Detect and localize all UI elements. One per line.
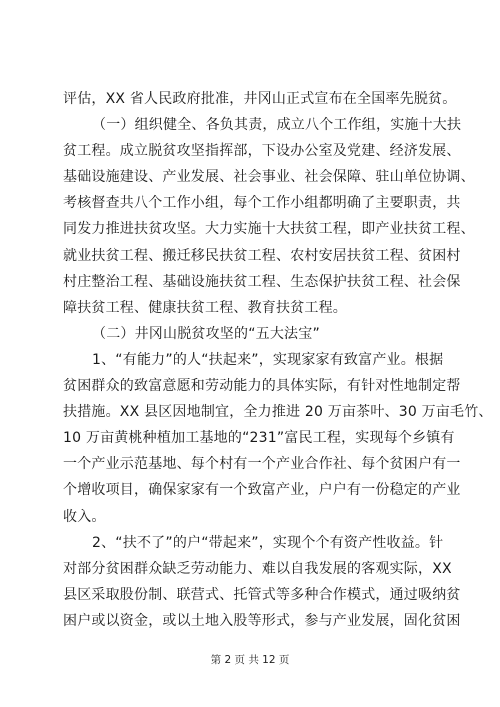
section-heading: （二）井冈山脱贫攻坚的“五大法宝” <box>92 325 320 342</box>
text-line: 一个产业示范基地、每个村有一个产业合作社、每个贫困户有一 <box>63 456 461 473</box>
text-line: 同发力推进扶贫攻坚。大力实施十大扶贫工程，即产业扶贫工程、 <box>63 221 475 238</box>
page-footer <box>0 653 500 667</box>
text-line: 就业扶贫工程、搬迁移民扶贫工程、农村安居扶贫工程、贫困村 <box>63 247 461 264</box>
text-line: 扶措施。XX 县区因地制宜，全力推进 20 万亩茶叶、30 万亩毛竹、 <box>63 404 493 421</box>
text-line: 障扶贫工程、健康扶贫工程、教育扶贫工程。 <box>63 299 347 316</box>
text-line: （一）组织健全、各负其责，成立八个工作组，实施十大扶 <box>92 117 462 134</box>
text-line: 贫工程。成立脱贫攻坚指挥部，下设办公室及党建、经济发展、 <box>63 143 461 160</box>
text-line: 基础设施建设、产业发展、社会事业、社会保障、驻山单位协调、 <box>63 169 475 186</box>
text-line: 考核督查共八个工作小组，每个工作小组都明确了主要职责，共 <box>63 195 461 212</box>
text-line: 县区采取股份制、联营式、托管式等多种合作模式，通过吸纳贫 <box>63 586 461 603</box>
text-line: 贫困群众的致富意愿和劳动能力的具体实际，有针对性地制定帮 <box>63 378 461 395</box>
text-line: 个增收项目，确保家家有一个致富产业，户户有一份稳定的产业 <box>63 482 461 499</box>
text-line: 1、“有能力”的人“扶起来”，实现家家有致富产业。根据 <box>92 351 444 368</box>
document-body <box>63 86 493 634</box>
text-line: 2、“扶不了”的户“带起来”，实现个个有资产性收益。针 <box>92 534 444 551</box>
page-number-label: 第 2 页 共 12 页 <box>210 654 290 666</box>
text-line: 收入。 <box>63 508 106 525</box>
text-line: 对部分贫困群众缺乏劳动能力、难以自我发展的客观实际，XX <box>63 560 452 577</box>
text-line: 困户或以资金，或以土地入股等形式，参与产业发展，固化贫困 <box>63 612 461 629</box>
text-line: 评估，XX 省人民政府批准，井冈山正式宣布在全国率先脱贫。 <box>63 91 457 107</box>
text-line: 10 万亩黄桃种植加工基地的“231”富民工程，实现每个乡镇有 <box>63 430 455 447</box>
text-line: 村庄整治工程、基础设施扶贫工程、生态保护扶贫工程、社会保 <box>63 273 461 290</box>
